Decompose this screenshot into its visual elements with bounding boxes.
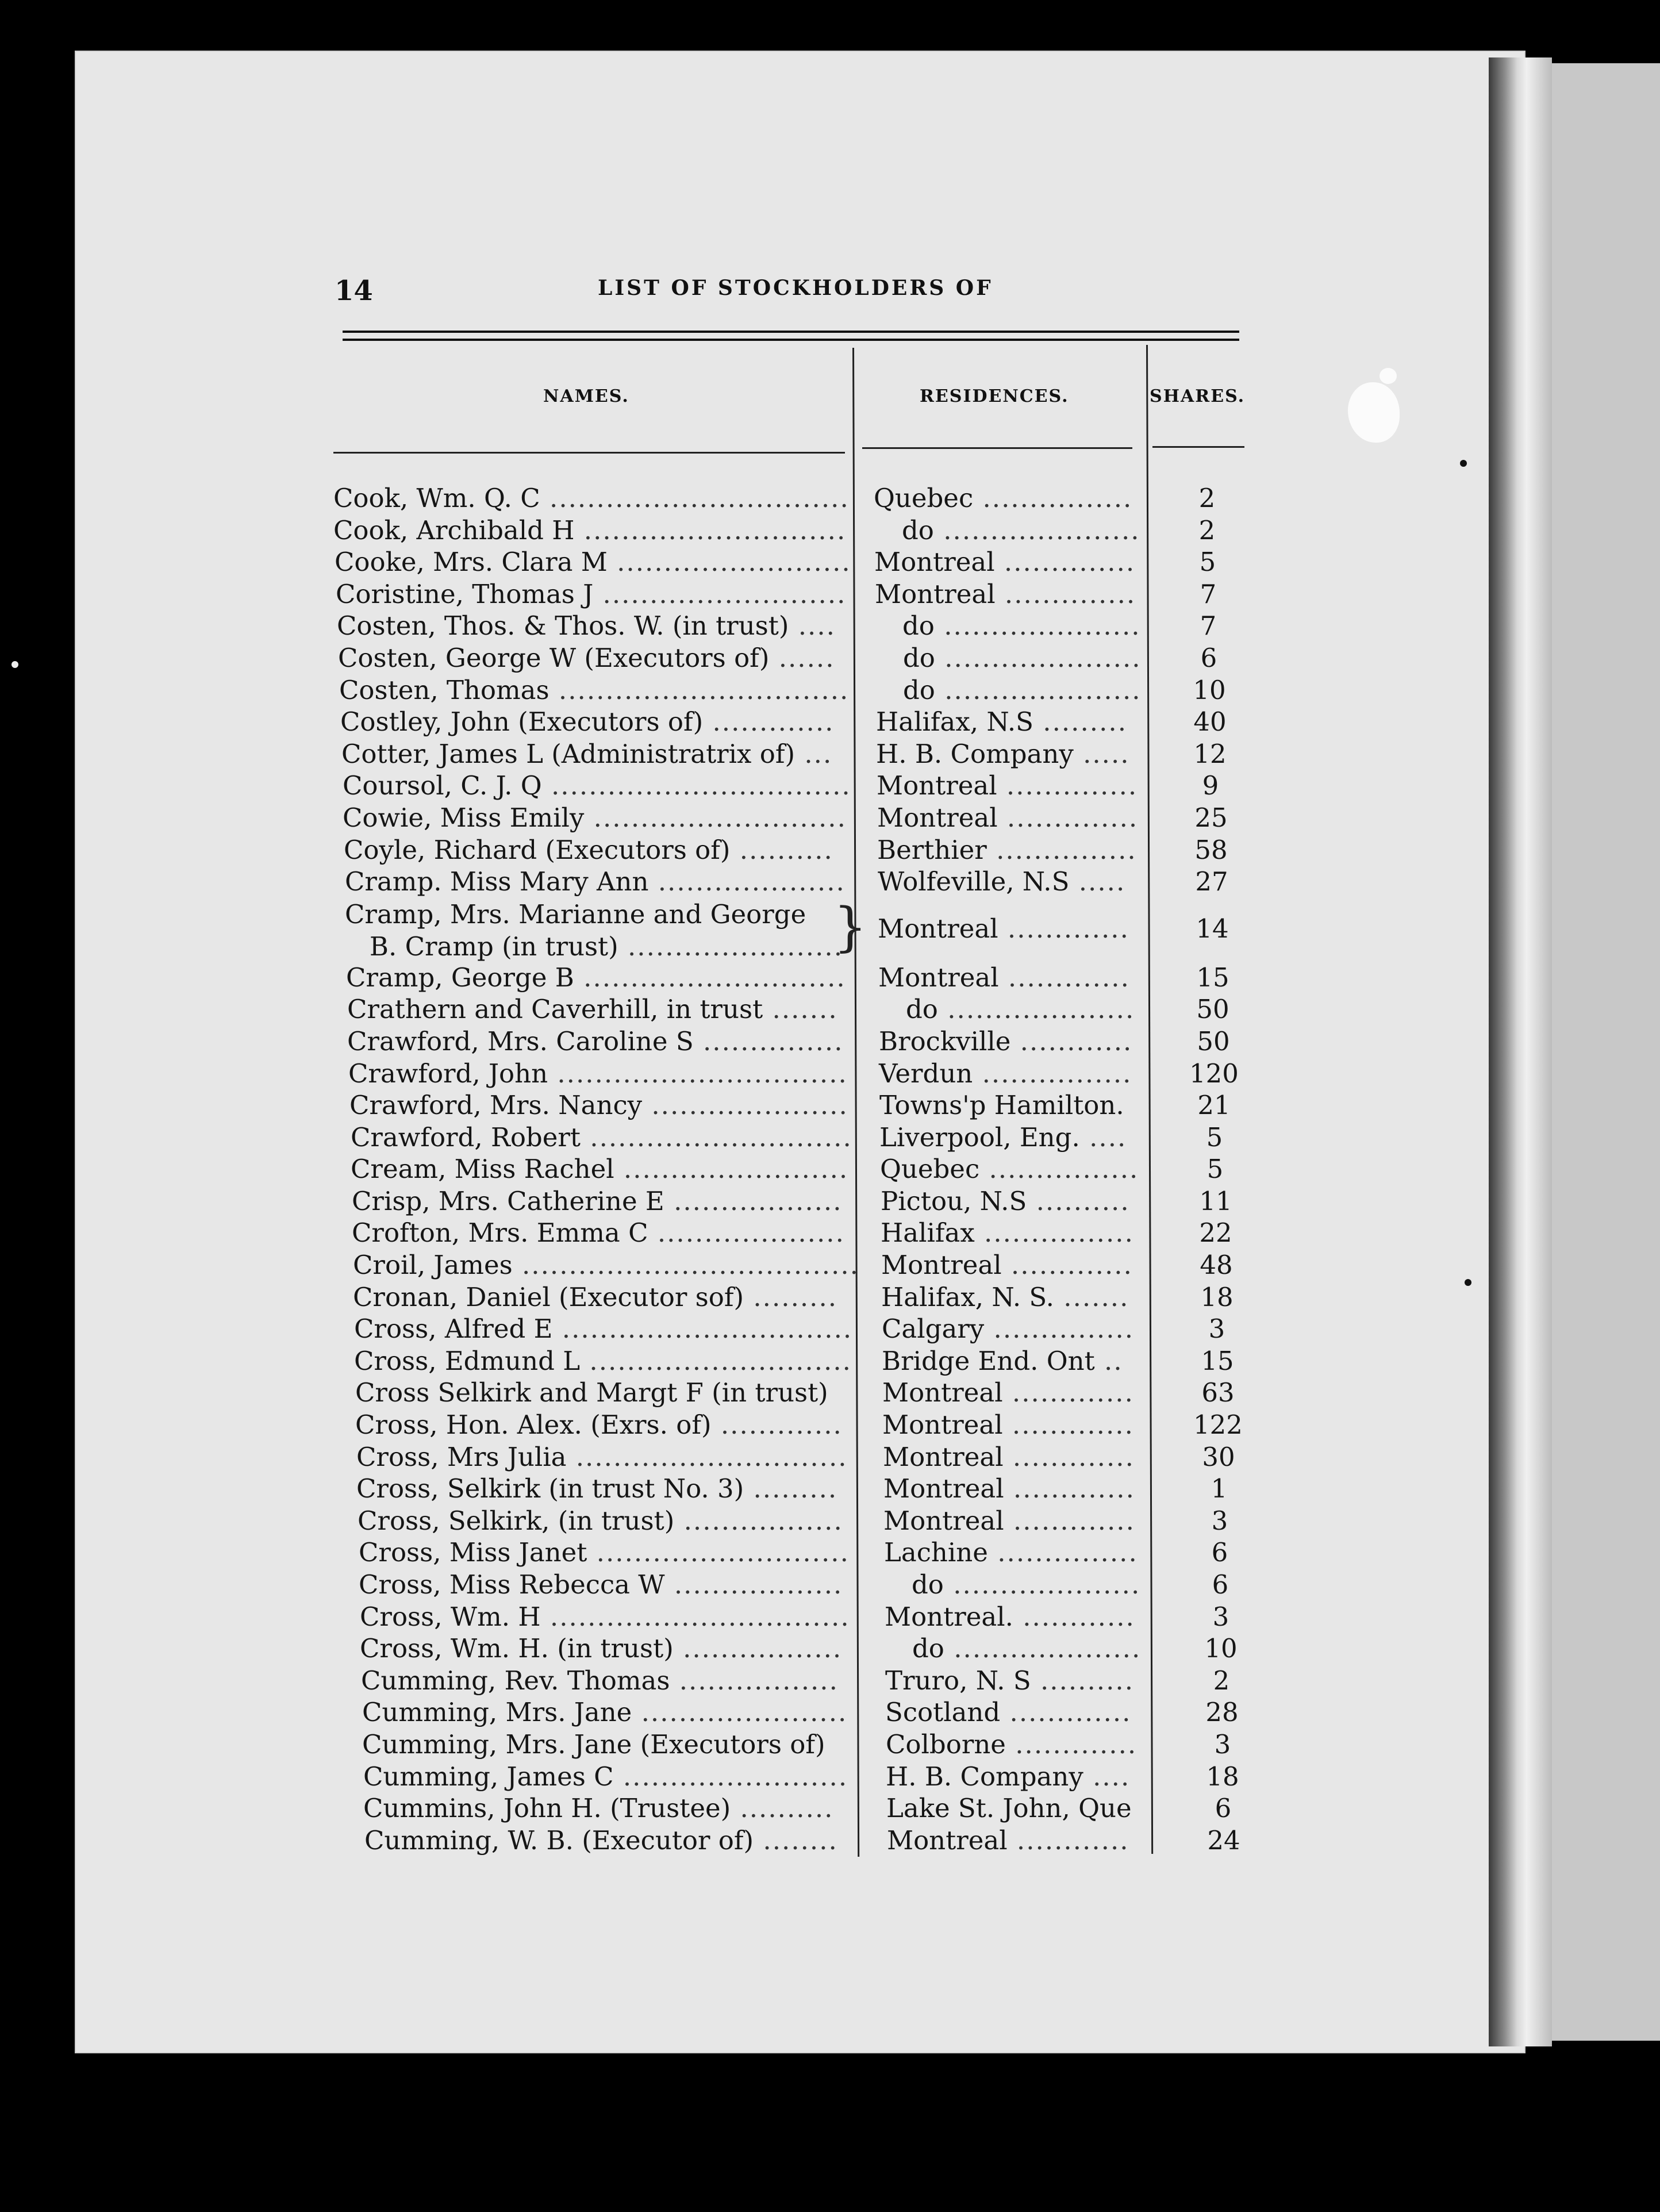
stockholder-name: Cooke, Mrs. Clara M ......................... bbox=[335, 547, 851, 578]
stockholder-residence: do ..................... bbox=[903, 642, 1142, 673]
stockholder-name: Crofton, Mrs. Emma C .................... bbox=[352, 1218, 845, 1249]
table-row bbox=[0, 1184, 1660, 1216]
stockholder-residence: do .................... bbox=[912, 1633, 1142, 1664]
dot-leader: ........ bbox=[754, 1825, 838, 1856]
stockholder-name: Cross, Hon. Alex. (Exrs. of) ............. bbox=[355, 1410, 843, 1441]
running-head: LIST OF STOCKHOLDERS OF bbox=[598, 276, 993, 300]
stockholder-residence: Montreal ............. bbox=[883, 1473, 1135, 1504]
dot-leader: .......... bbox=[1031, 1665, 1135, 1696]
stockholder-residence: Bridge End. Ont .. bbox=[882, 1345, 1123, 1376]
stockholder-shares: 122 bbox=[1193, 1410, 1243, 1441]
dot-leader: ............. bbox=[1003, 1441, 1135, 1472]
stockholder-shares: 3 bbox=[1212, 1601, 1229, 1632]
stockholder-residence: Pictou, N.S .......... bbox=[881, 1185, 1130, 1216]
stockholder-name: Cross, Selkirk (in trust No. 3) ......... bbox=[356, 1473, 838, 1504]
table-row bbox=[0, 1215, 1660, 1247]
table-row bbox=[0, 1727, 1660, 1759]
stockholder-shares: 6 bbox=[1211, 1537, 1228, 1568]
stockholder-shares: 14 bbox=[1196, 913, 1229, 944]
stockholder-shares: 2 bbox=[1198, 483, 1216, 513]
stockholder-table bbox=[0, 481, 1660, 1854]
stockholder-name: Costen, George W (Executors of) ...... bbox=[338, 642, 835, 673]
dot-leader: ......... bbox=[1033, 706, 1128, 738]
stockholder-shares: 24 bbox=[1207, 1825, 1240, 1856]
table-row bbox=[0, 896, 1660, 960]
stockholder-shares: 58 bbox=[1194, 834, 1228, 865]
stockholder-name: Costen, Thos. & Thos. W. (in trust) .... bbox=[337, 610, 836, 642]
dot-leader: ................................ bbox=[541, 770, 851, 801]
table-row bbox=[0, 1631, 1660, 1663]
dot-leader: .............. bbox=[994, 547, 1136, 578]
names-header-underline bbox=[333, 452, 845, 454]
dot-leader: .................. bbox=[664, 1185, 843, 1216]
dot-leader: ............. bbox=[1002, 1377, 1134, 1408]
stockholder-name: Cronan, Daniel (Executor sof) ......... bbox=[353, 1281, 838, 1312]
dot-leader: .................... bbox=[937, 994, 1135, 1025]
stockholder-name: Cross, Miss Janet ........................... bbox=[359, 1537, 850, 1568]
stockholder-residence: Halifax, N. S. ....... bbox=[881, 1281, 1129, 1312]
stockholder-residence: Truro, N. S .......... bbox=[885, 1665, 1135, 1696]
table-row bbox=[0, 1823, 1660, 1855]
stockholder-residence: Quebec ................ bbox=[880, 1154, 1139, 1185]
stockholder-name: Cross, Wm. H ................................ bbox=[360, 1601, 850, 1632]
column-header-shares: SHARES. bbox=[1150, 386, 1246, 406]
column-header-names: NAMES. bbox=[543, 386, 629, 406]
stockholder-shares: 6 bbox=[1212, 1569, 1229, 1600]
dot-leader: ............. bbox=[703, 706, 835, 738]
dot-leader: ............................ bbox=[580, 1345, 852, 1376]
stockholder-shares: 5 bbox=[1206, 1122, 1223, 1153]
stockholder-residence: H. B. Company .... bbox=[886, 1761, 1131, 1792]
table-row bbox=[0, 513, 1660, 545]
table-row bbox=[0, 1663, 1660, 1695]
stockholder-residence: Halifax ................ bbox=[881, 1218, 1134, 1249]
dot-leader: ............... bbox=[693, 1026, 844, 1057]
table-row bbox=[0, 1343, 1660, 1376]
dot-leader: ... bbox=[795, 738, 833, 769]
stockholder-shares: 10 bbox=[1193, 674, 1226, 705]
stockholder-name: Cramp, George B ............................ bbox=[346, 962, 846, 993]
table-row bbox=[0, 1503, 1660, 1535]
stockholder-shares: 22 bbox=[1199, 1218, 1232, 1249]
stockholder-residence: Lake St. John, Que bbox=[886, 1793, 1132, 1824]
stockholder-name: Cumming, Mrs. Jane ...................... bbox=[362, 1697, 848, 1728]
table-row bbox=[0, 1056, 1660, 1088]
stockholder-name: Cumming, Mrs. Jane (Executors of) bbox=[362, 1729, 825, 1760]
dot-leader: ........................ bbox=[613, 1761, 848, 1792]
stockholder-residence: do .................... bbox=[906, 994, 1135, 1025]
dot-leader: .............. bbox=[995, 578, 1136, 609]
stockholder-residence: Montreal ............. bbox=[882, 1377, 1134, 1408]
table-row bbox=[0, 1759, 1660, 1791]
brace-mark: } bbox=[833, 896, 867, 958]
stockholder-shares: 27 bbox=[1195, 866, 1228, 897]
dot-leader: ........................... bbox=[587, 1537, 850, 1568]
stockholder-name: Coristine, Thomas J .......................... bbox=[336, 578, 847, 609]
table-row bbox=[0, 768, 1660, 800]
stockholder-residence: Lachine ............... bbox=[884, 1537, 1138, 1568]
stockholder-shares: 6 bbox=[1200, 642, 1217, 673]
table-row bbox=[0, 577, 1660, 609]
stockholder-residence: Montreal ............ bbox=[887, 1825, 1129, 1856]
stockholder-residence: do ..................... bbox=[902, 514, 1140, 546]
stockholder-shares: 6 bbox=[1215, 1793, 1232, 1824]
stockholder-name: Cumming, W. B. (Executor of) ........ bbox=[364, 1825, 838, 1856]
dot-leader: ............ bbox=[1010, 1026, 1133, 1057]
stockholder-name: Crisp, Mrs. Catherine E .................. bbox=[352, 1185, 843, 1216]
shares-header-underline bbox=[1152, 446, 1244, 448]
table-row bbox=[0, 1567, 1660, 1599]
stockholder-name: Cramp. Miss Mary Ann .................... bbox=[345, 866, 846, 897]
dot-leader: ............. bbox=[711, 1410, 843, 1441]
dot-leader: ............ bbox=[1013, 1601, 1135, 1632]
table-row bbox=[0, 608, 1660, 640]
stockholder-residence: Wolfeville, N.S ..... bbox=[878, 866, 1126, 897]
stockholder-shares: 7 bbox=[1200, 578, 1217, 609]
stockholder-shares: 63 bbox=[1201, 1377, 1235, 1408]
stockholder-name: Crathern and Caverhill, in trust ....... bbox=[347, 994, 838, 1025]
stockholder-residence: Verdun ................ bbox=[879, 1058, 1132, 1089]
stockholder-residence: Montreal .............. bbox=[874, 547, 1136, 578]
dot-leader: .................. bbox=[664, 1569, 843, 1600]
dot-leader: ............... bbox=[987, 1537, 1138, 1568]
dot-leader: ................................ bbox=[540, 483, 850, 513]
table-row bbox=[0, 992, 1660, 1024]
stockholder-name: Croil, James .................................... bbox=[353, 1250, 859, 1281]
stockholder-residence: do .................... bbox=[912, 1569, 1141, 1600]
stockholder-residence: Towns'p Hamilton. bbox=[879, 1090, 1124, 1121]
dot-leader: ............................... bbox=[549, 674, 850, 705]
stockholder-name: Cotter, James L (Administratrix of) ... bbox=[341, 738, 833, 769]
table-row bbox=[0, 960, 1660, 992]
dot-leader: .......... bbox=[1027, 1185, 1130, 1216]
dot-leader: ...................... bbox=[632, 1697, 848, 1728]
stockholder-shares: 2 bbox=[1213, 1665, 1230, 1696]
dot-leader: .......................... bbox=[593, 578, 847, 609]
table-row bbox=[0, 800, 1660, 832]
dot-leader: ..................... bbox=[935, 642, 1142, 673]
stockholder-shares: 5 bbox=[1206, 1154, 1224, 1185]
stockholder-residence: Montreal. ............ bbox=[885, 1601, 1135, 1632]
dot-leader: .............. bbox=[997, 770, 1138, 801]
table-row bbox=[0, 1024, 1660, 1056]
stockholder-name: Cummins, John H. (Trustee) .......... bbox=[363, 1793, 834, 1824]
stockholder-residence: Quebec ................ bbox=[874, 483, 1133, 513]
dot-leader: ................ bbox=[973, 483, 1133, 513]
stockholder-shares: 120 bbox=[1189, 1058, 1239, 1089]
stockholder-shares: 7 bbox=[1200, 610, 1217, 642]
residences-header-underline bbox=[862, 447, 1132, 449]
stockholder-shares: 11 bbox=[1199, 1185, 1232, 1216]
table-row bbox=[0, 640, 1660, 673]
dot-leader: ................ bbox=[973, 1058, 1132, 1089]
table-row bbox=[0, 1151, 1660, 1184]
dot-leader: ............................ bbox=[580, 1122, 852, 1153]
dot-leader: ......... bbox=[744, 1281, 838, 1312]
stockholder-shares: 1 bbox=[1211, 1473, 1228, 1504]
column-header-residences: RESIDENCES. bbox=[920, 386, 1069, 406]
dot-leader: ................ bbox=[974, 1218, 1134, 1249]
dot-leader: ............. bbox=[998, 962, 1130, 993]
stockholder-shares: 15 bbox=[1196, 962, 1229, 993]
dot-leader: ............................ bbox=[574, 514, 847, 546]
stockholder-residence: Liverpool, Eng. .... bbox=[879, 1122, 1127, 1153]
table-row bbox=[0, 1247, 1660, 1280]
stockholder-residence: Halifax, N.S ......... bbox=[876, 706, 1128, 738]
dot-leader: .................................... bbox=[512, 1250, 859, 1281]
stockholder-name: Costen, Thomas ............................... bbox=[339, 674, 850, 705]
stockholder-name: Coursol, C. J. Q ................................ bbox=[343, 770, 851, 801]
stockholder-residence: Montreal .............. bbox=[877, 802, 1139, 833]
stockholder-residence: Montreal ............. bbox=[881, 1250, 1133, 1281]
table-row bbox=[0, 481, 1660, 513]
stockholder-shares: 3 bbox=[1208, 1314, 1225, 1345]
stockholder-name: Crawford, Mrs. Nancy ..................... bbox=[349, 1090, 848, 1121]
speck bbox=[1465, 1279, 1471, 1286]
table-row bbox=[0, 673, 1660, 705]
stockholder-shares: 28 bbox=[1205, 1697, 1239, 1728]
stockholder-residence: H. B. Company ..... bbox=[876, 738, 1130, 769]
stockholder-shares: 40 bbox=[1193, 706, 1227, 738]
dot-leader: ............................... bbox=[552, 1314, 853, 1345]
table-row bbox=[0, 704, 1660, 736]
speck bbox=[11, 661, 18, 668]
stockholder-residence: Brockville ............ bbox=[879, 1026, 1133, 1057]
table-row bbox=[0, 736, 1660, 769]
stockholder-residence: Montreal .............. bbox=[875, 578, 1136, 609]
page-number: 14 bbox=[335, 275, 373, 307]
dot-leader: .... bbox=[1079, 1122, 1127, 1153]
paper-blemish-small bbox=[1380, 368, 1397, 384]
dot-leader: ....................... bbox=[618, 931, 844, 962]
table-row bbox=[0, 864, 1660, 896]
dot-leader: ............. bbox=[1000, 1697, 1132, 1728]
stockholder-shares: 50 bbox=[1197, 1026, 1230, 1057]
dot-leader: ............. bbox=[1004, 1473, 1135, 1504]
dot-leader: ............................. bbox=[566, 1441, 848, 1472]
stockholder-residence: Calgary ............... bbox=[882, 1314, 1135, 1345]
stockholder-shares: 5 bbox=[1199, 547, 1216, 578]
dot-leader: ..... bbox=[1069, 866, 1126, 897]
stockholder-residence: Colborne ............. bbox=[886, 1729, 1138, 1760]
dot-leader: ........................ bbox=[614, 1154, 849, 1185]
header-rule-bottom bbox=[343, 339, 1239, 341]
stockholder-residence: Montreal ............. bbox=[878, 962, 1130, 993]
stockholder-shares: 25 bbox=[1194, 802, 1228, 833]
dot-leader: .................... bbox=[944, 1633, 1142, 1664]
dot-leader: ............................ bbox=[574, 962, 846, 993]
table-row bbox=[0, 1535, 1660, 1567]
stockholder-residence: do ..................... bbox=[903, 674, 1142, 705]
stockholder-name: Cross Selkirk and Margt F (in trust) bbox=[355, 1377, 828, 1408]
stockholder-shares: 3 bbox=[1211, 1505, 1228, 1536]
dot-leader: ..................... bbox=[935, 674, 1142, 705]
dot-leader: ............................... bbox=[548, 1058, 848, 1089]
stockholder-name: Cross, Mrs Julia ............................. bbox=[356, 1441, 848, 1472]
stockholder-name: Cross, Selkirk, (in trust) ................. bbox=[358, 1505, 843, 1536]
stockholder-shares: 15 bbox=[1201, 1345, 1234, 1376]
dot-leader: .................... bbox=[943, 1569, 1141, 1600]
stockholder-name: Cook, Archibald H ............................ bbox=[333, 514, 847, 546]
stockholder-name: Cumming, Rev. Thomas ................. bbox=[361, 1665, 839, 1696]
dot-leader: ............. bbox=[1001, 1250, 1133, 1281]
dot-leader: ............. bbox=[998, 913, 1129, 944]
stockholder-residence: Montreal ............. bbox=[882, 1410, 1134, 1441]
stockholder-residence: Montreal ............. bbox=[878, 913, 1129, 944]
stockholder-residence: Montreal ............. bbox=[883, 1441, 1135, 1472]
stockholder-residence: Scotland ............. bbox=[885, 1697, 1132, 1728]
stockholder-name: Cook, Wm. Q. C ................................ bbox=[333, 483, 850, 513]
dot-leader: .................... bbox=[648, 1218, 845, 1249]
stockholder-shares: 18 bbox=[1200, 1281, 1234, 1312]
table-row bbox=[0, 1375, 1660, 1407]
stockholder-shares: 18 bbox=[1206, 1761, 1239, 1792]
dot-leader: ..................... bbox=[933, 514, 1140, 546]
stockholder-shares: 50 bbox=[1196, 994, 1229, 1025]
stockholder-name: Cross, Edmund L ............................ bbox=[354, 1345, 852, 1376]
table-row bbox=[0, 1088, 1660, 1120]
stockholder-name: Cross, Miss Rebecca W .................. bbox=[359, 1569, 843, 1600]
dot-leader: ............... bbox=[984, 1314, 1135, 1345]
table-row bbox=[0, 1407, 1660, 1439]
table-row bbox=[0, 1120, 1660, 1152]
stockholder-shares: 21 bbox=[1197, 1090, 1231, 1121]
dot-leader: ................. bbox=[673, 1633, 843, 1664]
dot-leader: ............ bbox=[1007, 1825, 1129, 1856]
dot-leader: ...... bbox=[769, 642, 835, 673]
table-row bbox=[0, 1471, 1660, 1503]
dot-leader: .... bbox=[789, 610, 836, 642]
dot-leader: ................ bbox=[979, 1154, 1139, 1185]
speck bbox=[1460, 460, 1467, 467]
stockholder-name: Cream, Miss Rachel ........................ bbox=[351, 1154, 849, 1185]
stockholder-name: Cross, Wm. H. (in trust) ................. bbox=[360, 1633, 843, 1664]
table-row bbox=[0, 1280, 1660, 1312]
dot-leader: .............. bbox=[997, 802, 1139, 833]
stockholder-name: Crawford, Mrs. Caroline S ............... bbox=[347, 1026, 844, 1057]
dot-leader: ................................ bbox=[540, 1601, 850, 1632]
dot-leader: ....... bbox=[763, 994, 838, 1025]
dot-leader: ................. bbox=[670, 1665, 839, 1696]
table-row bbox=[0, 1791, 1660, 1823]
dot-leader: ............... bbox=[986, 834, 1137, 865]
dot-leader: ................. bbox=[674, 1505, 843, 1536]
table-row bbox=[0, 1599, 1660, 1631]
stockholder-name: Cramp, Mrs. Marianne and George B. Cramp (in trust) ....................... bbox=[345, 898, 844, 962]
dot-leader: ..................... bbox=[642, 1090, 848, 1121]
table-row bbox=[0, 1695, 1660, 1727]
stockholder-name: Crawford, John ............................... bbox=[348, 1058, 848, 1089]
stockholder-name: Costley, John (Executors of) ............. bbox=[340, 706, 835, 738]
stockholder-residence: Montreal .............. bbox=[877, 770, 1138, 801]
stockholder-name: Crawford, Robert ............................ bbox=[351, 1122, 852, 1153]
dot-leader: .......... bbox=[731, 1793, 834, 1824]
dot-leader: ......... bbox=[744, 1473, 838, 1504]
stockholder-name: Cross, Alfred E ............................... bbox=[354, 1314, 853, 1345]
stockholder-shares: 3 bbox=[1214, 1729, 1231, 1760]
stockholder-residence: Berthier ............... bbox=[877, 834, 1137, 865]
dot-leader: ..................... bbox=[934, 610, 1141, 642]
dot-leader: ....... bbox=[1054, 1281, 1129, 1312]
table-row bbox=[0, 1439, 1660, 1472]
dot-leader: ............. bbox=[1004, 1505, 1135, 1536]
stockholder-shares: 2 bbox=[1198, 514, 1216, 546]
table-row bbox=[0, 1311, 1660, 1343]
table-row bbox=[0, 832, 1660, 865]
dot-leader: .... bbox=[1083, 1761, 1131, 1792]
dot-leader: ............. bbox=[1005, 1729, 1138, 1760]
stockholder-shares: 30 bbox=[1202, 1441, 1235, 1472]
stockholder-name: Cowie, Miss Emily ........................... bbox=[343, 802, 847, 833]
stockholder-shares: 9 bbox=[1202, 770, 1219, 801]
stockholder-shares: 48 bbox=[1200, 1250, 1233, 1281]
stockholder-residence: do ..................... bbox=[902, 610, 1141, 642]
dot-leader: ........................... bbox=[584, 802, 847, 833]
stockholder-name: Cumming, James C ........................ bbox=[363, 1761, 848, 1792]
header-rule-top bbox=[343, 331, 1239, 333]
dot-leader: ..... bbox=[1073, 738, 1130, 769]
stockholder-name: Coyle, Richard (Executors of) .......... bbox=[344, 834, 833, 865]
dot-leader: .......... bbox=[730, 834, 833, 865]
stockholder-shares: 10 bbox=[1204, 1633, 1238, 1664]
table-row bbox=[0, 544, 1660, 577]
dot-leader: ......................... bbox=[607, 547, 851, 578]
stockholder-residence: Montreal ............. bbox=[883, 1505, 1135, 1536]
dot-leader: ............. bbox=[1002, 1410, 1134, 1441]
dot-leader: .................... bbox=[648, 866, 846, 897]
dot-leader: .. bbox=[1094, 1345, 1123, 1376]
stockholder-shares: 12 bbox=[1193, 738, 1227, 769]
